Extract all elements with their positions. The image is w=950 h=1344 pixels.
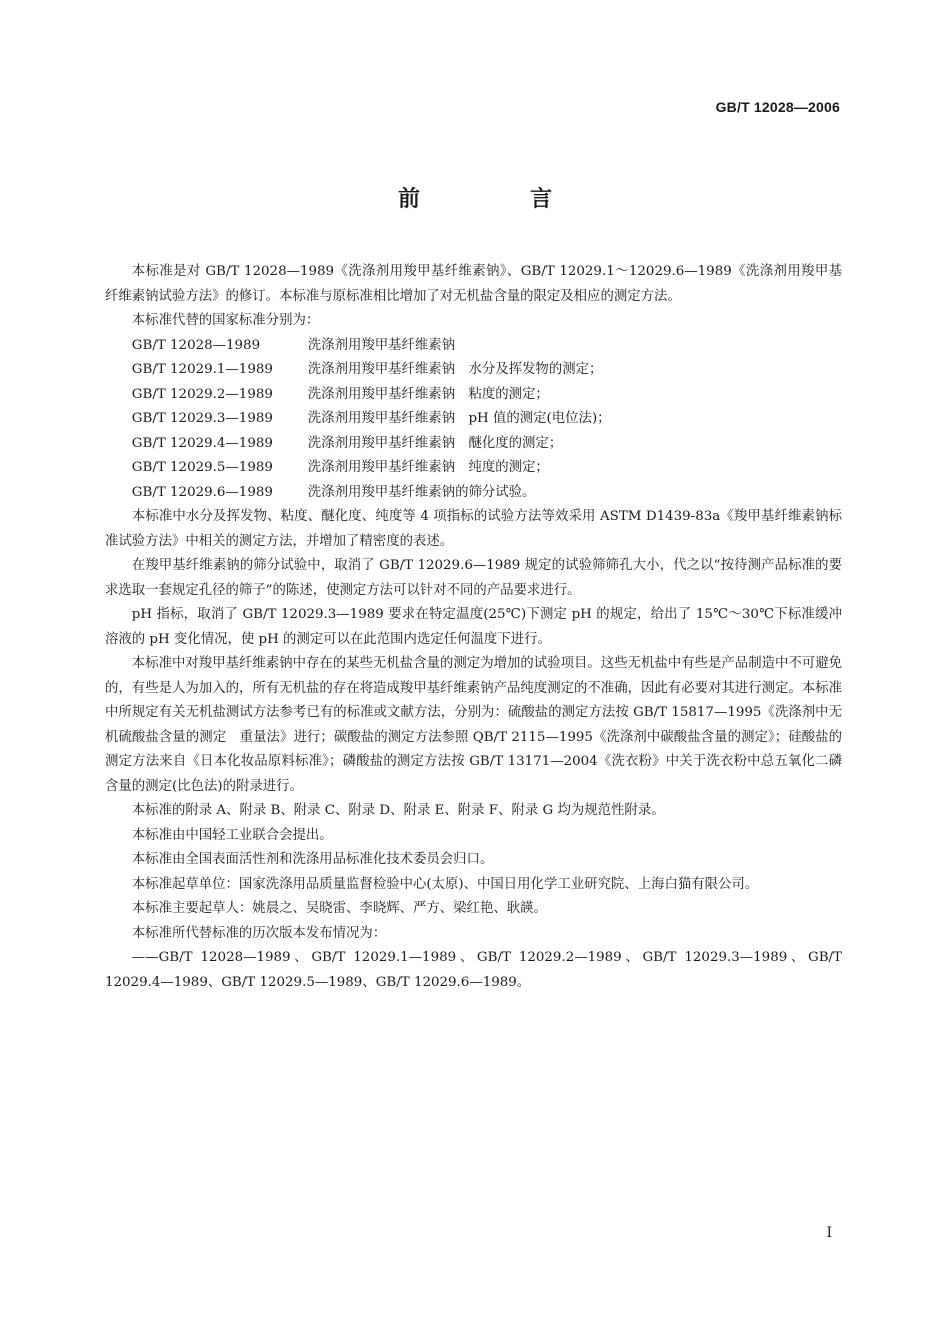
replaced-standard-code: GB/T 12029.5—1989: [131, 460, 273, 475]
replaced-standard-item: [105, 432, 842, 457]
replaced-standard-code: GB/T 12028—1989: [131, 337, 261, 353]
page-number: I: [826, 1225, 832, 1241]
foreword-body: [105, 260, 842, 995]
replaced-standard-code: GB/T 12029.2—1989: [131, 386, 273, 402]
paragraph-sieve-test: 在羧甲基纤维素钠的筛分试验中，取消了 GB/T 12029.6—1989 规定的试验筛筛孔大小，代之以“按待测产品标准的要求选取一套规定孔径的筛子”的陈述，使测定方法可以针对不同的产品要求进行。: [105, 558, 842, 598]
replaced-standard-item: [105, 383, 842, 408]
replaced-standard-title: 洗涤剂用羧甲基纤维素钠 pH 值的测定(电位法)；: [307, 411, 611, 426]
paragraph-proposed-by: 本标准由中国轻工业联合会提出。: [131, 827, 333, 843]
replaced-standard-item: [105, 334, 842, 359]
replaced-standard-title: 洗涤剂用羧甲基纤维素钠: [307, 337, 456, 353]
replaced-standard-title: 洗涤剂用羧甲基纤维素钠的筛分试验。: [307, 484, 536, 500]
replaced-standard-code: GB/T 12029.1—1989: [131, 362, 273, 377]
paragraph-annexes: 本标准的附录 A、附录 B、附录 C、附录 D、附录 E、附录 F、附录 G 均为规范性附录。: [131, 803, 665, 818]
replaced-standard-code: GB/T 12029.4—1989: [131, 435, 273, 451]
paragraph-history-list: ——GB/T 12028—1989、GB/T 12029.1—1989、GB/T 12029.2—1989、GB/T 12029.3—1989、GB/T 12029.4—1989、GB/T 12029.5—1989、GB/T 12029.6—1989。: [105, 950, 842, 990]
paragraph-history-heading: 本标准所代替标准的历次版本发布情况为：: [131, 925, 387, 941]
replaced-standard-item: [105, 481, 842, 506]
replaced-standard-item: [105, 358, 842, 383]
replaced-standard-item: [105, 456, 842, 481]
paragraph-equivalent-methods: 本标准中水分及挥发物、粘度、醚化度、纯度等 4 项指标的试验方法等效采用 ASTM D1439-83a《羧甲基纤维素钠标准试验方法》中相关的测定方法，并增加了精密度的表述。: [105, 509, 842, 549]
paragraph-inorganic-salts: 本标准中对羧甲基纤维素钠中存在的某些无机盐含量的测定为增加的试验项目。这些无机盐中有些是产品制造中不可避免的，有些是人为加入的，所有无机盐的存在将造成羧甲基纤维素钠产品纯度测定的不准确，因此有必要对其进行测定。本标准中所规定有关无机盐测试方法参考已有的标准或文献方法，分别为：硫酸盐的测定方法按 GB/T 15817—1995《洗涤剂中无机硫酸盐含量的测定 重量法》进行；碳酸盐的测定方法参照 QB/T 2115—1995《洗涤剂中碳酸盐含量的测定》；硅酸盐的测定方法来自《日本化妆品原料标准》；磷酸盐的测定方法按 GB/T 13171—2004《洗衣粉》中关于洗衣粉中总五氧化二磷含量的测定(比色法)的附录进行。: [105, 656, 842, 794]
replaced-standard-title: 洗涤剂用羧甲基纤维素钠 纯度的测定；: [307, 460, 549, 475]
replaced-standard-title: 洗涤剂用羧甲基纤维素钠 粘度的测定；: [307, 386, 549, 402]
paragraph-replaced-heading: 本标准代替的国家标准分别为：: [131, 313, 320, 328]
replaced-standard-title: 洗涤剂用羧甲基纤维素钠 醚化度的测定；: [307, 435, 563, 451]
paragraph-centralized-by: 本标准由全国表面活性剂和洗涤用品标准化技术委员会归口。: [131, 852, 494, 867]
page-title: 前 言: [397, 187, 596, 212]
replaced-standard-item: [105, 407, 842, 432]
paragraph-drafters: 本标准主要起草人：姚晨之、吴晓雷、李晓辉、严方、梁红艳、耿韺。: [131, 901, 547, 916]
paragraph-ph: pH 指标，取消了 GB/T 12029.3—1989 要求在特定温度(25℃)下测定 pH 的规定，给出了 15℃～30℃下标准缓冲溶液的 pH 变化情况，使 pH 的测定可以在此范围内选定任何温度下进行。: [105, 607, 842, 647]
replaced-standard-code: GB/T 12029.3—1989: [131, 411, 273, 426]
paragraph-intro: 本标准是对 GB/T 12028—1989《洗涤剂用羧甲基纤维素钠》、GB/T 12029.1～12029.6—1989《洗涤剂用羧甲基纤维素钠试验方法》的修订。本标准与原标准相比增加了对无机盐含量的限定及相应的测定方法。: [105, 264, 842, 304]
standard-code: GB/T 12028—2006: [715, 99, 840, 115]
replaced-standard-code: GB/T 12029.6—1989: [131, 484, 273, 500]
replaced-standard-title: 洗涤剂用羧甲基纤维素钠 水分及挥发物的测定；: [307, 362, 603, 377]
paragraph-drafting-units: 本标准起草单位：国家洗涤用品质量监督检验中心(太原)、中国日用化学工业研究院、上海白猫有限公司。: [131, 876, 759, 892]
